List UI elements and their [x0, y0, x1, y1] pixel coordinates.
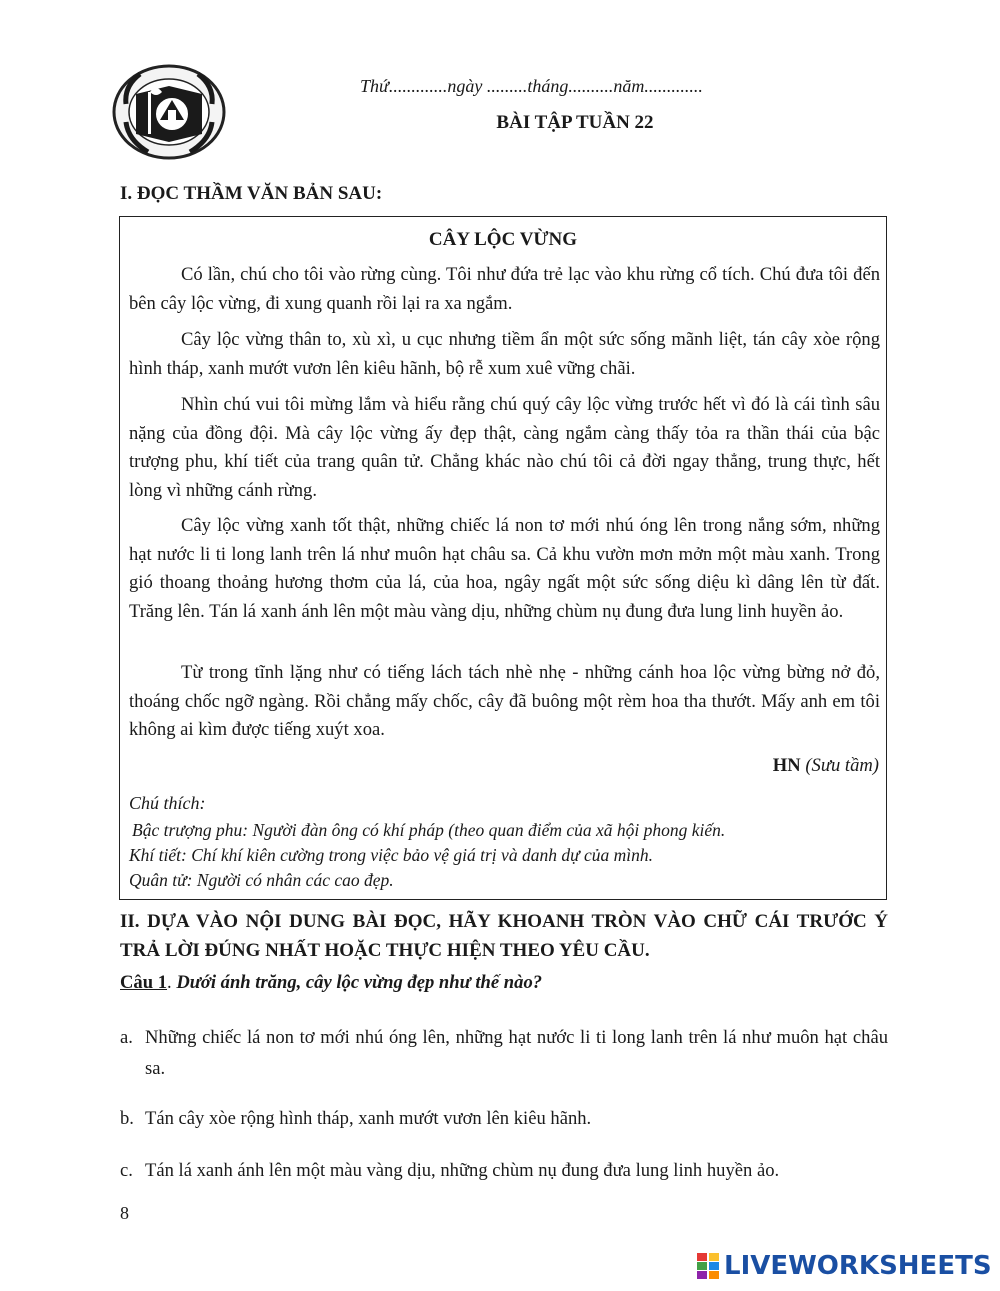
question-label: Câu 1	[120, 972, 168, 993]
story-paragraph: Cây lộc vừng thân to, xù xì, u cục nhưng tiềm ẩn một sức sống mãnh liệt, tán cây xòe rộng hình tháp, xanh mướt vươn lên kiêu hãnh, bộ rễ xum xuê vững chãi.	[129, 329, 880, 379]
worksheet-title: BÀI TẬP TUẦN 22	[496, 112, 654, 133]
option-letter[interactable]: a.	[120, 1027, 133, 1048]
answer-option-a[interactable]	[120, 1022, 888, 1084]
author-name: HN	[772, 755, 801, 776]
glossary-note: Khí tiết: Chí khí kiên cường trong việc bảo vệ giá trị và danh dự của mình.	[129, 845, 654, 865]
liveworksheets-blocks-icon	[697, 1253, 719, 1279]
answer-option-c[interactable]	[120, 1155, 888, 1186]
brand-name: LIVEWORKSHEETS	[724, 1251, 992, 1281]
question-text: Dưới ánh trăng, cây lộc vừng đẹp như thế nào?	[176, 972, 543, 993]
story-paragraph: Cây lộc vừng xanh tốt thật, những chiếc lá non tơ mới nhú óng lên trong nắng sớm, những hạt nước li ti long lanh trên lá như muôn hạt châu sa. Cả khu vườn mơn mởn một màu xanh. Trong gió thoang thoảng hương thơm của lá, của hoa, ngây ngất một sức sống diệu kì dâng lên từ đất. Trăng lên. Tán lá xanh ánh lên một màu vàng dịu, những chùm nụ đung đưa lung linh huyền ảo.	[129, 515, 880, 622]
glossary-note: Bậc trượng phu: Người đàn ông có khí pháp (theo quan điểm của xã hội phong kiến.	[132, 820, 726, 840]
option-letter[interactable]: c.	[120, 1160, 133, 1181]
option-text: Những chiếc lá non tơ mới nhú óng lên, những hạt nước li ti long lanh trên lá như muôn hạt châu sa.	[145, 1027, 888, 1079]
story-paragraph: Nhìn chú vui tôi mừng lắm và hiểu rằng chú quý cây lộc vừng trước hết vì đó là cái tình sâu nặng của đồng đội. Mà cây lộc vừng ấy đẹp thật, càng ngắm càng thấy tỏa ra thần thái của bậc trượng phu, khí tiết của trang quân tử. Chẳng khác nào chú tôi cả đời ngay thẳng, trung thực, hết lòng vì những cánh rừng.	[129, 394, 880, 501]
story-paragraph: Từ trong tĩnh lặng như có tiếng lách tách nhè nhẹ - những cánh hoa lộc vừng bừng nở đỏ, thoáng chốc ngỡ ngàng. Rồi chẳng mấy chốc, cây đã buông một rèm hoa tha thướt. Mấy anh em tôi không ai kìm được tiếng xuýt xoa.	[129, 662, 880, 740]
story-title: CÂY LỘC VỪNG	[428, 229, 578, 250]
question-1	[120, 972, 542, 994]
story-paragraph: Có lần, chú cho tôi vào rừng cùng. Tôi như đứa trẻ lạc vào khu rừng cổ tích. Chú đưa tôi đến bên cây lộc vừng, đi xung quanh rồi lại ra xa ngắm.	[129, 264, 880, 314]
page-number: 8	[120, 1203, 129, 1223]
section-1-heading: I. ĐỌC THẦM VĂN BẢN SAU:	[120, 183, 383, 204]
section-2-heading: II. DỰA VÀO NỘI DUNG BÀI ĐỌC, HÃY KHOANH TRÒN VÀO CHỮ CÁI TRƯỚC Ý TRẢ LỜI ĐÚNG NHẤT HOẶC THỰC HIỆN THEO YÊU CẦU.	[120, 911, 888, 961]
option-text: Tán lá xanh ánh lên một màu vàng dịu, những chùm nụ đung đưa lung linh huyền ảo.	[145, 1160, 780, 1181]
notes-heading: Chú thích:	[129, 793, 206, 813]
story-attribution	[773, 755, 879, 777]
question-separator: .	[167, 972, 177, 993]
liveworksheets-brand[interactable]	[697, 1251, 992, 1281]
source-note: (Sưu tầm)	[805, 755, 879, 776]
date-line: Thứ.............ngày .........tháng..........năm.............	[360, 76, 703, 96]
answer-option-b[interactable]	[120, 1103, 888, 1134]
glossary-note: Quân tử: Người có nhân các cao đẹp.	[129, 870, 394, 890]
option-text: Tán cây xòe rộng hình tháp, xanh mướt vươn lên kiêu hãnh.	[145, 1108, 592, 1129]
option-letter[interactable]: b.	[120, 1108, 134, 1129]
